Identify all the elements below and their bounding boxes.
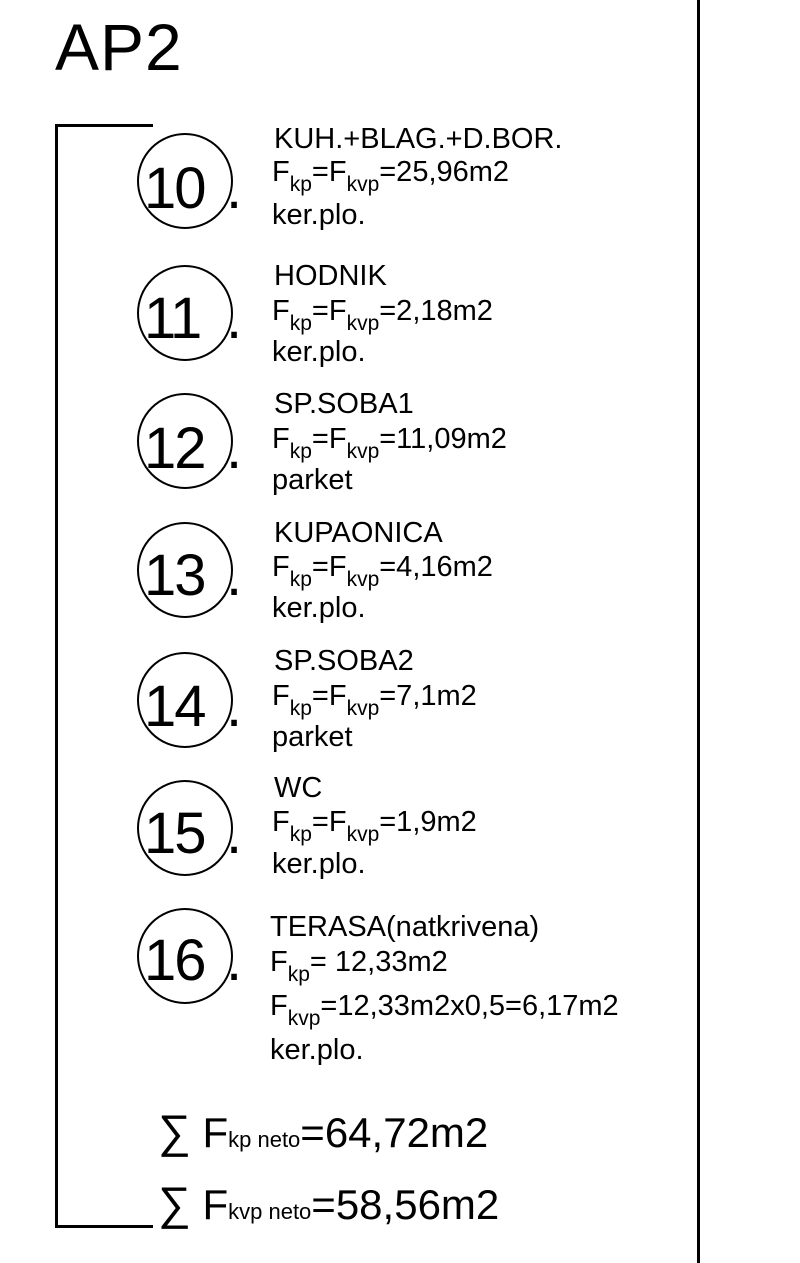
room-name: TERASA(natkrivena) xyxy=(270,911,540,943)
border-line xyxy=(697,0,700,1263)
room-name: SP.SOBA2 xyxy=(274,645,414,677)
bracket-vertical xyxy=(55,124,58,1228)
terrace-kvp-area: $F_{kvp}=12,33m2x0,5=6,17m2$ xyxy=(270,990,619,1030)
room-number: 10 xyxy=(144,156,205,221)
sigma-icon: ∑ xyxy=(158,1177,191,1229)
room-floor: parket xyxy=(272,721,353,753)
sigma-icon: ∑ xyxy=(158,1105,191,1157)
sum-kp-neto: ∑ Fkp neto=64,72m2 xyxy=(158,1105,489,1157)
terrace-kp-area: $F_{kp}= 12,33m2$ xyxy=(270,946,448,986)
room-floor: ker.plo. xyxy=(272,592,366,624)
room-name: WC xyxy=(274,772,323,804)
bracket-top xyxy=(55,124,153,127)
room-number: 12 xyxy=(144,416,205,481)
room-floor: parket xyxy=(272,464,353,496)
room-area: $F_{kp}=F_{kvp}=4,16m2$ xyxy=(272,551,493,591)
room-floor: ker.plo. xyxy=(270,1034,364,1066)
room-area: $F_{kp}=F_{kvp}=2,18m2$ xyxy=(272,295,493,335)
room-number-dot: . xyxy=(226,801,243,866)
room-area: $F_{kp}=F_{kvp}=25,96m2$ xyxy=(272,156,510,196)
room-area: $F_{kp}=F_{kvp}=1,9m2$ xyxy=(272,806,477,846)
drawing-title: AP2 xyxy=(55,10,183,84)
room-area: $F_{kp}=F_{kvp}=7,1m2$ xyxy=(272,680,477,720)
room-number: 15 xyxy=(144,801,205,866)
room-floor: ker.plo. xyxy=(272,336,366,368)
bracket-bottom xyxy=(55,1225,153,1228)
room-floor: ker.plo. xyxy=(272,199,366,231)
room-number-dot: . xyxy=(226,156,243,221)
room-number-dot: . xyxy=(226,928,243,993)
room-name: KUPAONICA xyxy=(274,517,443,549)
room-number-dot: . xyxy=(226,674,243,739)
room-name: HODNIK xyxy=(274,260,387,292)
room-number-dot: . xyxy=(226,543,243,608)
sum-kvp-neto: ∑ Fkvp neto=58,56m2 xyxy=(158,1177,500,1229)
room-number: 13 xyxy=(144,543,205,608)
room-number: 11 xyxy=(144,286,201,351)
room-name: SP.SOBA1 xyxy=(274,388,414,420)
room-area: $F_{kp}=F_{kvp}=11,09m2$ xyxy=(272,423,507,463)
room-number: 14 xyxy=(144,674,205,739)
room-number-dot: . xyxy=(226,416,243,481)
room-floor: ker.plo. xyxy=(272,848,366,880)
room-number: 16 xyxy=(144,928,205,993)
room-name: KUH.+BLAG.+D.BOR. xyxy=(274,123,563,155)
room-number-dot: . xyxy=(226,286,243,351)
